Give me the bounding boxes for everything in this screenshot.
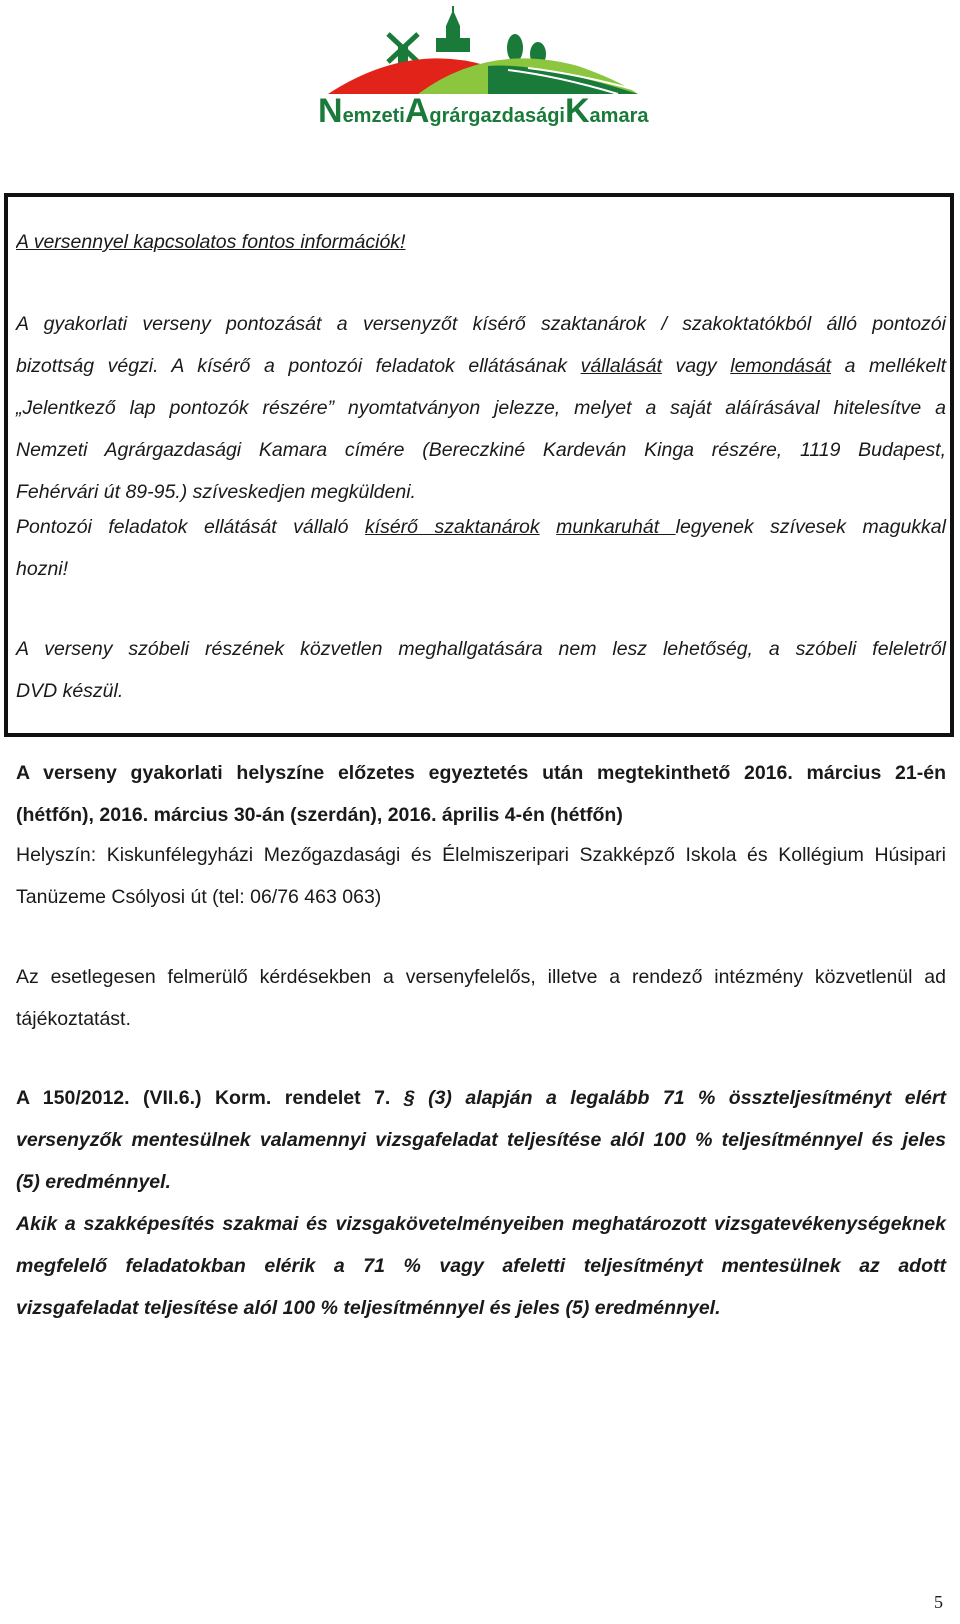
- logo-emblem: [318, 6, 652, 98]
- questions-paragraph: Az esetlegesen felmerülő kérdésekben a versenyfelelős, illetve a rendező intézmény közvetlenül ad tájékoztatást.: [16, 966, 946, 1030]
- venue-paragraph: Helyszín: Kiskunfélegyházi Mezőgazdasági és Élelmiszeripari Szakképző Iskola és Kollégium Húsipari Tanüzeme Csólyosi út (tel: 06/76 463 063): [16, 844, 946, 908]
- chamber-logo: [318, 6, 652, 128]
- regulation-paragraph: A 150/2012. (VII.6.) Korm. rendelet 7. § (3) alapján a legalább 71 % összteljesítményt elért versenyzők mentesülnek valamennyi vizsgafeladat teljesítése alól 100 % teljesítménnyel és jeles (5) eredménnyel. Akik a szakképesítés szakmai és vizsgakövetelményeiben meghatározott vizsgatevékenységeknek megfelelő feladatokban elérik a 71 % vagy afeletti teljesítményt mentesülnek az adott vizsgafeladat teljesítése alól 100 % teljesítménnyel és jeles (5) eredménnyel.: [16, 1087, 946, 1319]
- oral-part-paragraph: A verseny szóbeli részének közvetlen meghallgatására nem lesz lehetőség, a szóbeli feleletről DVD készül.: [16, 638, 946, 702]
- page-number: 5: [934, 1592, 943, 1612]
- scoring-paragraph: A gyakorlati verseny pontozását a versenyzőt kísérő szaktanárok / szakoktatókból álló pontozói bizottság végzi. A kísérő a pontozói feladatok ellátásának vállalását vagy lemondását a mellékelt „Jelentkező lap pontozók részére” nyomtatványon jelezze, melyet a saját aláírásával hitelesítve a Nemzeti Agrárgazdasági Kamara címére (Bereczkiné Kardeván Kinga részére, 1119 Budapest, Fehérvári út 89-95.) szíveskedjen megküldeni.: [16, 313, 946, 503]
- info-heading: A versennyel kapcsolatos fontos információk!: [16, 231, 406, 253]
- visit-dates-paragraph: A verseny gyakorlati helyszíne előzetes egyeztetés után megtekinthető 2016. március 21-én (hétfőn), 2016. március 30-án (szerdán), 2016. április 4-én (hétfőn): [16, 762, 946, 826]
- workwear-paragraph: Pontozói feladatok ellátását vállaló kísérő szaktanárok munkaruhát legyenek szívesek magukkal hozni!: [16, 516, 946, 580]
- logo-wordmark: NemzetiAgrárgazdaságiKamara: [318, 92, 649, 130]
